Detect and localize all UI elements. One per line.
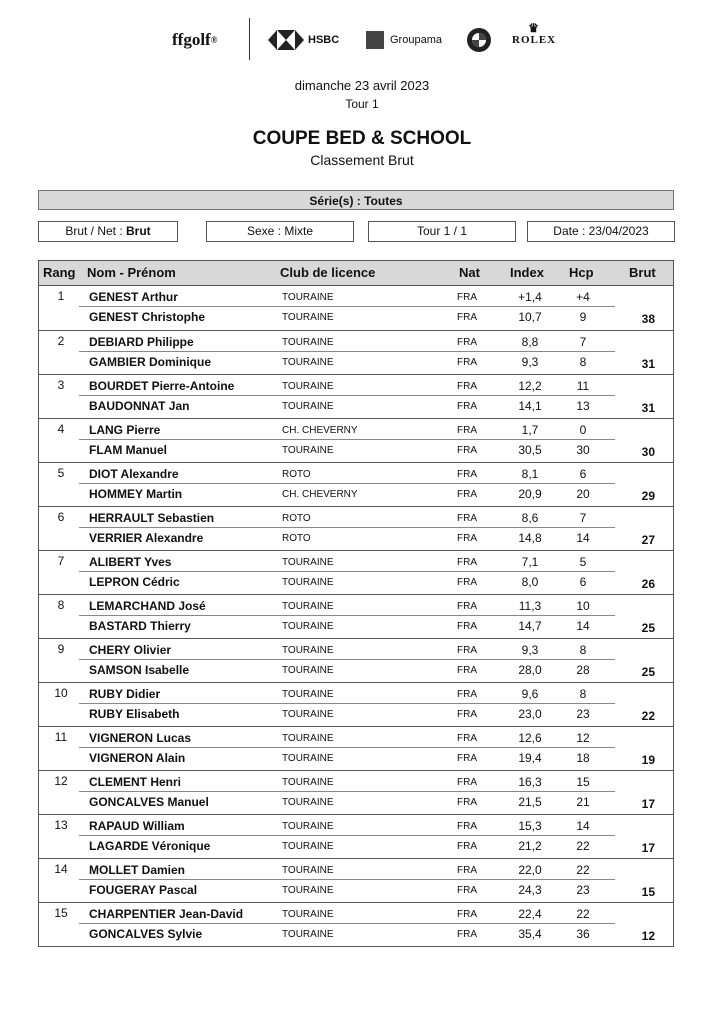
player-index: 8,8	[521, 335, 539, 349]
player-name: DIOT Alexandre	[89, 467, 179, 481]
player-name: RUBY Elisabeth	[89, 707, 180, 721]
player-row	[39, 353, 673, 373]
player-row	[39, 837, 673, 857]
player-nat: FRA	[457, 557, 477, 568]
player-hcp: 12	[576, 731, 590, 745]
player-hcp: 10	[576, 599, 590, 613]
player-hcp: 8	[579, 355, 587, 369]
player-hcp: 8	[579, 643, 587, 657]
player-name: CLEMENT Henri	[89, 775, 182, 789]
player-hcp: 14	[576, 531, 590, 545]
team-row	[39, 770, 673, 814]
tour-box: Tour 1 / 1	[368, 221, 516, 242]
player-hcp: 7	[579, 335, 587, 349]
player-name: RAPAUD William	[89, 819, 185, 833]
team-brut-score: 31	[641, 401, 655, 415]
team-rank: 14	[54, 862, 68, 876]
team-brut-score: 17	[641, 841, 655, 855]
player-hcp: 13	[576, 399, 590, 413]
player-club: TOURAINE	[282, 292, 334, 303]
player-nat: FRA	[457, 885, 477, 896]
team-row	[39, 550, 673, 594]
team-row	[39, 330, 673, 374]
team-row	[39, 506, 673, 550]
player-club: TOURAINE	[282, 909, 334, 920]
player-index: 22,4	[518, 907, 542, 921]
bmw-roundel-icon	[466, 27, 492, 53]
player-club: TOURAINE	[282, 733, 334, 744]
player-nat: FRA	[457, 381, 477, 392]
player-nat: FRA	[457, 777, 477, 788]
player-nat: FRA	[457, 841, 477, 852]
player-name: BAUDONNAT Jan	[89, 399, 190, 413]
player-index: 20,9	[518, 487, 542, 501]
player-name: GAMBIER Dominique	[89, 355, 211, 369]
team-rank: 7	[57, 554, 65, 568]
player-hcp: +4	[576, 290, 590, 304]
player-hcp: 28	[576, 663, 590, 677]
player-nat: FRA	[457, 513, 477, 524]
player-row	[39, 817, 673, 837]
player-hcp: 23	[576, 883, 590, 897]
player-row	[39, 308, 673, 328]
player-row	[39, 485, 673, 505]
player-divider	[79, 306, 615, 307]
date-box: Date : 23/04/2023	[527, 221, 675, 242]
team-rank: 6	[57, 510, 65, 524]
player-row	[39, 529, 673, 549]
ffgolf-logo	[172, 22, 217, 58]
player-hcp: 22	[576, 863, 590, 877]
player-club: TOURAINE	[282, 665, 334, 676]
player-nat: FRA	[457, 865, 477, 876]
team-brut-score: 25	[641, 621, 655, 635]
player-index: 8,6	[521, 511, 539, 525]
player-row	[39, 925, 673, 945]
results-table	[38, 260, 674, 947]
player-name: VERRIER Alexandre	[89, 531, 204, 545]
player-row	[39, 597, 673, 617]
player-name: LEPRON Cédric	[89, 575, 180, 589]
player-hcp: 6	[579, 467, 587, 481]
player-name: LAGARDE Véronique	[89, 839, 211, 853]
team-brut-score: 26	[641, 577, 655, 591]
player-row	[39, 441, 673, 461]
player-divider	[79, 527, 615, 528]
player-divider	[79, 703, 615, 704]
player-index: 21,2	[518, 839, 542, 853]
teams-list	[39, 286, 673, 946]
player-name: FLAM Manuel	[89, 443, 167, 457]
player-divider	[79, 571, 615, 572]
player-index: 1,7	[521, 423, 539, 437]
player-name: VIGNERON Alain	[89, 751, 186, 765]
player-nat: FRA	[457, 797, 477, 808]
player-index: 15,3	[518, 819, 542, 833]
player-name: HOMMEY Martin	[89, 487, 183, 501]
player-nat: FRA	[457, 533, 477, 544]
player-nat: FRA	[457, 709, 477, 720]
player-club: TOURAINE	[282, 401, 334, 412]
player-hcp: 8	[579, 687, 587, 701]
player-club: TOURAINE	[282, 929, 334, 940]
player-hcp: 0	[579, 423, 587, 437]
player-name: BASTARD Thierry	[89, 619, 191, 633]
player-club: TOURAINE	[282, 557, 334, 568]
player-divider	[79, 879, 615, 880]
player-hcp: 5	[579, 555, 587, 569]
team-row	[39, 462, 673, 506]
player-name: HERRAULT Sebastien	[89, 511, 215, 525]
player-name: VIGNERON Lucas	[89, 731, 192, 745]
player-index: 9,3	[521, 355, 539, 369]
player-club: TOURAINE	[282, 577, 334, 588]
page-subtitle: Classement Brut	[310, 152, 414, 168]
player-name: ALIBERT Yves	[89, 555, 172, 569]
team-rank: 13	[54, 818, 68, 832]
player-index: 14,7	[518, 619, 542, 633]
player-index: 8,1	[521, 467, 539, 481]
bmw-logo	[466, 22, 492, 58]
player-divider	[79, 747, 615, 748]
player-hcp: 18	[576, 751, 590, 765]
player-club: ROTO	[282, 533, 311, 544]
player-club: TOURAINE	[282, 312, 334, 323]
player-divider	[79, 659, 615, 660]
rolex-logo-text: ROLEX	[512, 34, 557, 46]
team-rank: 15	[54, 906, 68, 920]
hsbc-logo-text: HSBC	[308, 34, 340, 46]
player-name: LANG Pierre	[89, 423, 161, 437]
team-rank: 11	[54, 730, 68, 744]
player-name: BOURDET Pierre-Antoine	[89, 379, 235, 393]
player-nat: FRA	[457, 312, 477, 323]
sponsor-logos	[0, 22, 724, 62]
team-brut-score: 15	[641, 885, 655, 899]
player-nat: FRA	[457, 489, 477, 500]
player-club: TOURAINE	[282, 601, 334, 612]
player-row	[39, 573, 673, 593]
player-hcp: 6	[579, 575, 587, 589]
player-hcp: 14	[576, 819, 590, 833]
player-nat: FRA	[457, 909, 477, 920]
player-index: 35,4	[518, 927, 542, 941]
series-bar: Série(s) : Toutes	[38, 190, 674, 210]
team-brut-score: 25	[641, 665, 655, 679]
player-club: TOURAINE	[282, 621, 334, 632]
team-rank: 9	[57, 642, 65, 656]
player-club: TOURAINE	[282, 357, 334, 368]
player-club: CH. CHEVERNY	[282, 489, 358, 500]
col-club: Club de licence	[280, 265, 376, 280]
player-index: 11,3	[518, 599, 542, 613]
player-nat: FRA	[457, 753, 477, 764]
player-index: 7,1	[521, 555, 539, 569]
player-row	[39, 729, 673, 749]
player-club: TOURAINE	[282, 753, 334, 764]
player-hcp: 22	[576, 839, 590, 853]
brut-net-value: Brut	[126, 224, 151, 238]
col-nom: Nom - Prénom	[87, 265, 176, 280]
player-hcp: 9	[579, 310, 587, 324]
player-row	[39, 661, 673, 681]
player-name: FOUGERAY Pascal	[89, 883, 198, 897]
player-divider	[79, 615, 615, 616]
player-hcp: 21	[576, 795, 590, 809]
player-row	[39, 705, 673, 725]
player-row	[39, 773, 673, 793]
sexe-box: Sexe : Mixte	[206, 221, 354, 242]
player-divider	[79, 923, 615, 924]
player-hcp: 15	[576, 775, 590, 789]
player-name: SAMSON Isabelle	[89, 663, 190, 677]
player-name: GONCALVES Manuel	[89, 795, 209, 809]
player-name: RUBY Didier	[89, 687, 161, 701]
player-nat: FRA	[457, 645, 477, 656]
player-club: TOURAINE	[282, 337, 334, 348]
player-nat: FRA	[457, 665, 477, 676]
player-index: 14,8	[518, 531, 542, 545]
crown-icon: ♛	[528, 21, 540, 35]
player-index: 30,5	[518, 443, 542, 457]
player-row	[39, 793, 673, 813]
player-index: 16,3	[518, 775, 542, 789]
player-name: CHERY Olivier	[89, 643, 172, 657]
player-nat: FRA	[457, 357, 477, 368]
brut-net-label: Brut / Net :	[65, 224, 123, 238]
team-row	[39, 374, 673, 418]
col-brut: Brut	[629, 265, 656, 280]
player-nat: FRA	[457, 401, 477, 412]
player-index: 14,1	[518, 399, 542, 413]
team-brut-score: 27	[641, 533, 655, 547]
player-index: 10,7	[518, 310, 542, 324]
player-row	[39, 881, 673, 901]
hsbc-logo	[268, 22, 339, 58]
hsbc-hexagon-icon	[268, 30, 304, 50]
col-index: Index	[510, 265, 544, 280]
player-index: 24,3	[518, 883, 542, 897]
player-name: GENEST Arthur	[89, 290, 178, 304]
player-hcp: 11	[576, 379, 590, 393]
player-row	[39, 333, 673, 353]
team-row	[39, 418, 673, 462]
player-index: 22,0	[518, 863, 542, 877]
player-hcp: 22	[576, 907, 590, 921]
player-hcp: 30	[576, 443, 590, 457]
player-row	[39, 905, 673, 925]
player-index: 28,0	[518, 663, 542, 677]
player-hcp: 20	[576, 487, 590, 501]
player-club: TOURAINE	[282, 865, 334, 876]
player-divider	[79, 791, 615, 792]
team-brut-score: 38	[641, 312, 655, 326]
player-index: 8,0	[521, 575, 539, 589]
groupama-logo-text: Groupama	[390, 34, 442, 46]
player-name: GONCALVES Sylvie	[89, 927, 203, 941]
player-row	[39, 861, 673, 881]
player-club: CH. CHEVERNY	[282, 425, 358, 436]
team-row	[39, 726, 673, 770]
team-row	[39, 858, 673, 902]
team-row	[39, 638, 673, 682]
player-nat: FRA	[457, 425, 477, 436]
event-tour: Tour 1	[345, 97, 379, 111]
player-index: 9,3	[521, 643, 539, 657]
team-brut-score: 22	[641, 709, 655, 723]
ffgolf-registered-mark: ®	[210, 35, 218, 45]
player-club: ROTO	[282, 469, 311, 480]
player-hcp: 14	[576, 619, 590, 633]
player-divider	[79, 395, 615, 396]
player-index: 9,6	[521, 687, 539, 701]
player-nat: FRA	[457, 601, 477, 612]
player-club: TOURAINE	[282, 821, 334, 832]
player-index: 21,5	[518, 795, 542, 809]
player-row	[39, 288, 673, 308]
team-row	[39, 814, 673, 858]
team-brut-score: 17	[641, 797, 655, 811]
player-club: TOURAINE	[282, 645, 334, 656]
player-row	[39, 685, 673, 705]
player-nat: FRA	[457, 621, 477, 632]
event-date: dimanche 23 avril 2023	[294, 78, 430, 93]
page-title: COUPE BED & SCHOOL	[252, 128, 472, 149]
col-hcp: Hcp	[569, 265, 594, 280]
player-nat: FRA	[457, 929, 477, 940]
table-header	[39, 261, 673, 286]
player-name: CHARPENTIER Jean-David	[89, 907, 244, 921]
player-name: LEMARCHAND José	[89, 599, 206, 613]
team-rank: 5	[57, 466, 65, 480]
player-row	[39, 553, 673, 573]
team-rank: 3	[57, 378, 65, 392]
team-row	[39, 902, 673, 946]
player-nat: FRA	[457, 821, 477, 832]
col-nat: Nat	[459, 265, 480, 280]
player-nat: FRA	[457, 469, 477, 480]
player-row	[39, 465, 673, 485]
player-name: MOLLET Damien	[89, 863, 186, 877]
groupama-logo	[366, 22, 442, 58]
team-row	[39, 286, 673, 330]
player-club: ROTO	[282, 513, 311, 524]
team-brut-score: 29	[641, 489, 655, 503]
player-nat: FRA	[457, 733, 477, 744]
ffgolf-logo-text: ffgolf	[172, 30, 211, 49]
player-index: +1,4	[518, 290, 542, 304]
team-rank: 12	[54, 774, 68, 788]
player-hcp: 36	[576, 927, 590, 941]
player-row	[39, 749, 673, 769]
player-club: TOURAINE	[282, 709, 334, 720]
player-row	[39, 641, 673, 661]
player-row	[39, 421, 673, 441]
player-club: TOURAINE	[282, 841, 334, 852]
player-nat: FRA	[457, 292, 477, 303]
col-rang: Rang	[43, 265, 76, 280]
player-row	[39, 397, 673, 417]
team-rank: 8	[57, 598, 65, 612]
player-index: 19,4	[518, 751, 542, 765]
team-rank: 10	[54, 686, 68, 700]
player-club: TOURAINE	[282, 689, 334, 700]
player-nat: FRA	[457, 577, 477, 588]
team-row	[39, 594, 673, 638]
player-row	[39, 617, 673, 637]
player-club: TOURAINE	[282, 797, 334, 808]
team-rank: 4	[57, 422, 65, 436]
player-nat: FRA	[457, 689, 477, 700]
player-nat: FRA	[457, 337, 477, 348]
player-divider	[79, 835, 615, 836]
team-brut-score: 12	[641, 929, 655, 943]
player-name: GENEST Christophe	[89, 310, 206, 324]
team-row	[39, 682, 673, 726]
player-hcp: 7	[579, 511, 587, 525]
player-club: TOURAINE	[282, 381, 334, 392]
player-index: 12,6	[518, 731, 542, 745]
player-club: TOURAINE	[282, 885, 334, 896]
brut-net-box	[38, 221, 178, 242]
player-club: TOURAINE	[282, 777, 334, 788]
player-divider	[79, 439, 615, 440]
logo-divider	[249, 18, 250, 60]
rolex-logo	[512, 22, 556, 58]
team-rank: 2	[57, 334, 65, 348]
player-divider	[79, 483, 615, 484]
team-rank: 1	[57, 289, 65, 303]
player-nat: FRA	[457, 445, 477, 456]
player-index: 23,0	[518, 707, 542, 721]
player-name: DEBIARD Philippe	[89, 335, 194, 349]
player-row	[39, 377, 673, 397]
player-club: TOURAINE	[282, 445, 334, 456]
team-brut-score: 19	[641, 753, 655, 767]
team-brut-score: 30	[641, 445, 655, 459]
team-brut-score: 31	[641, 357, 655, 371]
player-divider	[79, 351, 615, 352]
player-index: 12,2	[518, 379, 542, 393]
player-row	[39, 509, 673, 529]
groupama-square-icon	[366, 31, 384, 49]
player-hcp: 23	[576, 707, 590, 721]
